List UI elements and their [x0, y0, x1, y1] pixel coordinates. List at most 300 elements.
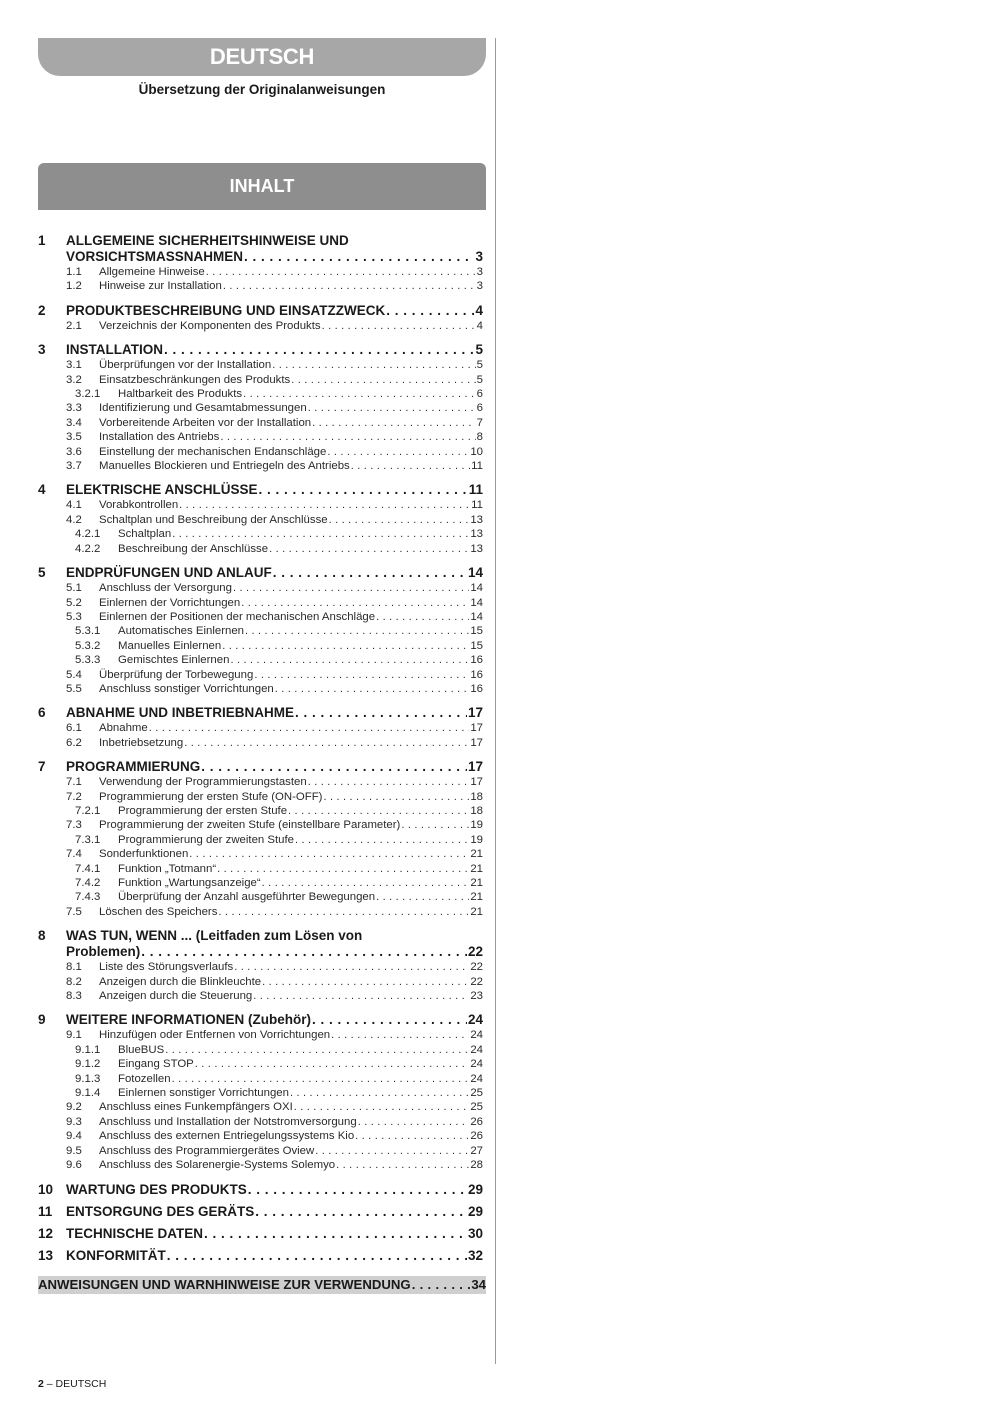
toc-subsection-number: 3.5 [66, 431, 82, 444]
toc-subsection[interactable] [38, 624, 483, 638]
toc-subsection-title: Installation des Antriebs [99, 431, 220, 444]
usage-instructions-title: ANWEISUNGEN UND WARNHINWEISE ZUR VERWENDUNG [38, 1276, 411, 1292]
toc-subsection-title: Eingang STOP [118, 1058, 194, 1071]
dot-leader [269, 542, 469, 556]
toc-subsection-page: 19 [470, 833, 483, 846]
dot-leader [291, 373, 475, 387]
toc-spacer [38, 750, 483, 759]
toc-subsection-page: 14 [470, 610, 483, 623]
toc-subsection-number: 9.1.1 [75, 1043, 101, 1056]
dot-leader [259, 482, 468, 498]
dot-leader [218, 905, 469, 919]
toc-section-line [66, 1204, 483, 1220]
toc-subsection-number: 7.3 [66, 819, 82, 832]
toc-spacer [38, 473, 483, 482]
toc-section-page: 17 [467, 759, 483, 775]
toc-subsection[interactable] [38, 1043, 483, 1057]
toc-subsection-title: Abnahme [99, 722, 148, 735]
dot-leader [327, 445, 469, 459]
toc-subsection-page: 26 [470, 1115, 483, 1128]
toc-section-title: WARTUNG DES PRODUKTS [66, 1181, 247, 1197]
toc-spacer [38, 556, 483, 565]
toc-subsection[interactable] [38, 876, 483, 890]
toc-section-number: 8 [38, 928, 46, 944]
toc-subsection-number: 3.2.1 [75, 388, 101, 401]
toc-subsection-title: Anschluss des Programmiergerätes Oview [99, 1144, 315, 1157]
toc-subsection[interactable] [38, 682, 483, 696]
toc-subsection-title: Verzeichnis der Komponenten des Produkts [99, 319, 321, 332]
toc-subsection-number: 6.2 [66, 736, 82, 749]
dot-leader [329, 513, 470, 527]
toc-subsection-page: 8 [476, 431, 483, 444]
toc-subsection-number: 9.4 [66, 1130, 82, 1143]
dot-leader [295, 833, 469, 847]
toc-section[interactable] [38, 928, 483, 960]
dot-leader [245, 624, 469, 638]
toc-subsection-number: 9.5 [66, 1144, 82, 1157]
toc-section[interactable] [38, 1012, 483, 1028]
dot-leader [233, 581, 469, 595]
toc-subsection-title: Anschluss eines Funkempfängers OXI [99, 1101, 293, 1114]
toc-subsection-page: 14 [470, 582, 483, 595]
toc-subsection-page: 17 [470, 722, 483, 735]
toc-subsection-number: 8.3 [66, 990, 82, 1003]
dot-leader [308, 775, 470, 789]
toc-subsection-number: 9.6 [66, 1159, 82, 1172]
toc-subsection-title: Vorbereitende Arbeiten vor der Installation [99, 416, 312, 429]
toc-subsection-number: 4.2 [66, 513, 82, 526]
toc-subsection[interactable] [38, 639, 483, 653]
toc-section-number: 11 [38, 1203, 53, 1219]
toc-section[interactable] [38, 1182, 483, 1198]
toc-subsection-page: 26 [470, 1130, 483, 1143]
toc-subsection-page: 22 [470, 961, 483, 974]
toc-subsection[interactable] [38, 542, 483, 556]
toc-section-number: 13 [38, 1247, 54, 1263]
toc-subsection-number: 5.3.2 [75, 639, 101, 652]
toc-subsection-number: 4.2.2 [75, 542, 101, 555]
toc-subsection-number: 5.5 [66, 682, 82, 695]
toc-subsection-title: Einlernen der Vorrichtungen [99, 596, 241, 609]
toc-section[interactable] [38, 342, 483, 358]
toc-subsection[interactable] [38, 721, 483, 735]
toc-section-line [66, 759, 483, 775]
toc-subsection-number: 9.1.3 [75, 1072, 101, 1085]
toc-subsection-number: 1.1 [66, 266, 82, 278]
toc-subsection-page: 23 [470, 990, 483, 1003]
toc-subsection-page: 21 [470, 891, 483, 904]
toc-subsection-title: Verwendung der Programmierungstasten [99, 776, 307, 789]
toc-subsection-title: Löschen des Speichers [99, 905, 218, 918]
toc-subsection[interactable] [38, 498, 483, 512]
toc-subsection[interactable] [38, 319, 483, 333]
toc-subsection-title: Funktion „Wartungsanzeige“ [118, 877, 261, 889]
toc-subsection[interactable] [38, 373, 483, 387]
toc-subsection-page: 24 [470, 1072, 483, 1085]
toc-section-page: 22 [467, 944, 483, 960]
dot-leader [273, 565, 467, 581]
toc-subsection-number: 3.4 [66, 416, 82, 429]
toc-subsection-page: 7 [476, 416, 483, 429]
toc-subsection[interactable] [38, 790, 483, 804]
toc-section-title: WEITERE INFORMATIONEN (Zubehör) [66, 1012, 311, 1028]
toc-subsection-title: Allgemeine Hinweise [99, 266, 205, 278]
toc-section-number: 1 [38, 233, 46, 248]
toc-subsection-number: 7.4.1 [75, 862, 101, 875]
toc-section-number: 2 [38, 302, 46, 318]
toc-subsection-title: Manuelles Einlernen [118, 639, 222, 652]
toc-subsection-number: 8.2 [66, 975, 82, 988]
toc-subsection[interactable] [38, 775, 483, 789]
toc-subsection-title: Einstellung der mechanischen Endanschläge [99, 445, 327, 458]
toc-subsection-page: 17 [470, 736, 483, 749]
toc-subsection[interactable] [38, 818, 483, 832]
dot-leader [262, 876, 470, 890]
toc-subsection-page: 5 [476, 359, 483, 372]
toc-section-page: 5 [475, 342, 483, 358]
toc-subsection-title: Einlernen sonstiger Vorrichtungen [118, 1087, 289, 1100]
toc-section-title: INSTALLATION [66, 342, 163, 358]
toc-subsection[interactable] [38, 905, 483, 919]
toc-subsection-title: Haltbarkeit des Produkts [118, 388, 243, 401]
dot-leader [358, 1115, 470, 1129]
toc-subsection[interactable] [38, 1144, 483, 1158]
dot-leader [312, 416, 476, 430]
usage-instructions-page: 34 [471, 1276, 486, 1292]
toc-section-line [66, 565, 483, 581]
toc-subsection-title: Automatisches Einlernen [118, 625, 244, 638]
toc-section-title: ABNAHME UND INBETRIEBNAHME [66, 705, 294, 721]
toc-section-line [66, 342, 483, 358]
dot-leader [164, 342, 474, 358]
dot-leader [217, 862, 469, 876]
toc-subsection[interactable] [38, 1072, 483, 1086]
toc-section-title: Problemen) [66, 944, 141, 960]
toc-subsection-title: Anschluss des externen Entriegelungssystems Kio [99, 1130, 355, 1143]
dot-leader [141, 944, 467, 960]
toc-subsection[interactable] [38, 736, 483, 750]
toc-subsection-page: 6 [476, 388, 483, 401]
toc-subsection-page: 28 [470, 1159, 483, 1172]
toc-subsection[interactable] [38, 1129, 483, 1143]
toc-subsection-number: 2.1 [66, 319, 82, 332]
toc-section-number: 9 [38, 1012, 46, 1028]
toc-section-title: KONFORMITÄT [66, 1247, 166, 1263]
toc-subsection[interactable] [38, 430, 483, 444]
toc-section-title: ENTSORGUNG DES GERÄTS [66, 1203, 255, 1219]
toc-subsection[interactable] [38, 653, 483, 667]
toc-subsection-title: Inbetriebsetzung [99, 736, 184, 749]
toc-section-line [66, 482, 483, 498]
toc-spacer [38, 1173, 483, 1182]
toc-subsection-number: 5.3 [66, 610, 82, 623]
toc-subsection[interactable] [38, 459, 483, 473]
toc-subsection-page: 13 [470, 542, 483, 555]
toc-subsection[interactable] [38, 1057, 483, 1071]
toc-subsection[interactable] [38, 862, 483, 876]
toc-subsection-title: Fotozellen [118, 1072, 171, 1085]
toc-subsection-number: 5.1 [66, 582, 82, 595]
page-footer [38, 1378, 106, 1390]
toc-subsection-page: 25 [470, 1087, 483, 1100]
toc-subsection-page: 21 [470, 905, 483, 918]
toc-subsection-number: 5.3.1 [75, 625, 101, 638]
dot-leader [223, 279, 476, 293]
dot-leader [288, 804, 469, 818]
toc-section-line [66, 1012, 483, 1028]
toc-section-number: 10 [38, 1181, 54, 1197]
toc-subsection-number: 3.1 [66, 359, 82, 372]
dot-leader [201, 759, 467, 775]
dot-leader [355, 1129, 469, 1143]
toc-subsection-number: 7.1 [66, 776, 82, 789]
toc-subsection[interactable] [38, 989, 483, 1003]
toc-section-page: 29 [467, 1203, 483, 1219]
dot-leader [189, 847, 469, 861]
toc-subsection-number: 8.1 [66, 961, 82, 974]
dot-leader [295, 705, 467, 721]
toc-subsection-title: Anschluss sonstiger Vorrichtungen [99, 682, 274, 695]
toc-subsection-title: Programmierung der zweiten Stufe (einstellbare Parameter) [99, 819, 401, 832]
dot-leader [244, 249, 474, 265]
toc-section-page: 24 [467, 1012, 483, 1028]
toc-section-title: VORSICHTSMASSNAHMEN [66, 249, 244, 264]
dot-leader [275, 682, 470, 696]
dot-leader [336, 1158, 469, 1172]
dot-leader [254, 668, 469, 682]
footer-separator: – [43, 1378, 56, 1390]
toc-section-title: PRODUKTBESCHREIBUNG UND EINSATZZWECK [66, 302, 386, 318]
dot-leader [184, 736, 469, 750]
toc-subsection-page: 24 [470, 1043, 483, 1056]
toc-subsection-number: 9.2 [66, 1101, 82, 1114]
toc-subsection-page: 13 [470, 513, 483, 526]
dot-leader [234, 960, 469, 974]
toc-subsection-page: 13 [470, 528, 483, 541]
toc-section-page: 4 [475, 302, 483, 318]
dot-leader [179, 498, 470, 512]
toc-section-number: 7 [38, 759, 46, 775]
toc-section-title-line: ALLGEMEINE SICHERHEITSHINWEISE UND [66, 233, 349, 248]
toc-subsection[interactable] [38, 610, 483, 624]
toc-subsection-number: 7.4.3 [75, 891, 101, 904]
dot-leader [206, 265, 476, 279]
toc-subsection-title: Einsatzbeschränkungen des Produkts [99, 373, 291, 386]
toc-subsection-page: 18 [470, 790, 483, 803]
toc-subsection-number: 9.1.2 [75, 1058, 101, 1071]
usage-instructions-entry[interactable] [38, 1276, 486, 1294]
toc-subsection-number: 6.1 [66, 722, 82, 735]
toc-section[interactable] [38, 303, 483, 319]
toc-subsection-title: Anschluss und Installation der Notstromversorgung [99, 1115, 357, 1128]
toc-section-page: 14 [467, 565, 483, 581]
toc-section-line [66, 249, 483, 265]
toc-subsection-page: 16 [470, 682, 483, 695]
toc-subsection[interactable] [38, 527, 483, 541]
toc-section-page: 17 [467, 705, 483, 721]
toc-subsection-title: Liste des Störungsverlaufs [99, 961, 234, 974]
dot-leader [172, 527, 469, 541]
usage-instructions-line [38, 1276, 486, 1294]
dot-leader [204, 1226, 467, 1242]
dot-leader [243, 387, 476, 401]
toc-section[interactable] [38, 1204, 483, 1220]
toc-subsection-number: 7.2 [66, 790, 82, 803]
toc-spacer [38, 294, 483, 303]
toc-section-line [66, 944, 483, 960]
toc-subsection-title: Manuelles Blockieren und Entriegeln des Antriebs [99, 460, 350, 473]
toc-subsection[interactable] [38, 401, 483, 415]
toc-subsection-number: 7.5 [66, 905, 82, 918]
toc-subsection-page: 22 [470, 975, 483, 988]
toc-subsection-title: Programmierung der ersten Stufe [118, 804, 288, 817]
toc-subsection-title: Identifizierung und Gesamtabmessungen [99, 402, 307, 415]
dot-leader [253, 989, 469, 1003]
toc-subsection[interactable] [38, 668, 483, 682]
dot-leader [312, 1012, 467, 1028]
toc-subsection-page: 18 [470, 804, 483, 817]
toc-subsection-title: Hinweise zur Installation [99, 280, 222, 293]
toc-subsection[interactable] [38, 975, 483, 989]
toc-section-line [66, 1248, 483, 1264]
toc-subsection-number: 5.2 [66, 596, 82, 609]
toc-subsection-number: 5.4 [66, 668, 82, 681]
dot-leader [172, 1072, 470, 1086]
toc-subsection-number: 3.3 [66, 402, 82, 415]
toc-spacer [38, 696, 483, 705]
toc-subsection[interactable] [38, 279, 483, 293]
dot-leader [412, 1276, 471, 1294]
dot-leader [222, 639, 469, 653]
toc-section-line [66, 303, 483, 319]
toc-subsection-page: 16 [470, 668, 483, 681]
dot-leader [323, 790, 469, 804]
toc-subsection-title: Anzeigen durch die Steuerung [99, 990, 253, 1003]
toc-subsection[interactable] [38, 1028, 483, 1042]
toc-spacer [38, 1003, 483, 1012]
toc-section-number: 6 [38, 705, 46, 721]
toc-subsection[interactable] [38, 581, 483, 595]
toc-subsection-page: 24 [470, 1058, 483, 1071]
toc-subsection-title: Hinzufügen oder Entfernen von Vorrichtungen [99, 1029, 331, 1042]
table-of-contents [38, 233, 486, 1294]
toc-subsection-title: BlueBUS [118, 1043, 165, 1056]
dot-leader [149, 721, 470, 735]
toc-subsection-page: 10 [470, 445, 483, 458]
toc-subsection-title: Einlernen der Positionen der mechanischen Anschläge [99, 610, 376, 623]
toc-section-line [66, 1226, 483, 1242]
dot-leader [220, 430, 475, 444]
dot-leader [241, 596, 469, 610]
toc-subsection[interactable] [38, 265, 483, 279]
toc-section-title: ENDPRÜFUNGEN UND ANLAUF [66, 565, 272, 581]
language-banner: DEUTSCH [38, 38, 486, 76]
toc-subsection-page: 5 [476, 373, 483, 386]
toc-subsection[interactable] [38, 1100, 483, 1114]
toc-subsection[interactable] [38, 596, 483, 610]
toc-spacer [38, 333, 483, 342]
toc-section-number: 5 [38, 565, 46, 581]
toc-subsection[interactable] [38, 960, 483, 974]
contents-heading: INHALT [38, 163, 486, 210]
toc-section-page: 32 [467, 1247, 483, 1263]
toc-subsection-page: 15 [470, 639, 483, 652]
toc-section[interactable] [38, 759, 483, 775]
toc-section[interactable] [38, 482, 483, 498]
toc-subsection-page: 15 [470, 625, 483, 638]
toc-subsection[interactable] [38, 833, 483, 847]
toc-subsection[interactable] [38, 513, 483, 527]
toc-subsection-number: 4.1 [66, 499, 82, 512]
toc-subsection-number: 3.6 [66, 445, 82, 458]
toc-section-line [66, 1182, 483, 1198]
toc-section-page: 11 [468, 482, 483, 498]
toc-subsection-page: 3 [476, 280, 483, 293]
toc-subsection-page: 21 [470, 848, 483, 861]
toc-section[interactable] [38, 705, 483, 721]
dot-leader [262, 975, 469, 989]
toc-subsection-number: 4.2.1 [75, 528, 101, 541]
toc-subsection-title: Überprüfung der Torbewegung [99, 668, 254, 681]
toc-subsection-title: Programmierung der zweiten Stufe [118, 833, 295, 846]
toc-subsection-page: 21 [470, 862, 483, 875]
dot-leader [230, 653, 469, 667]
toc-subsection[interactable] [38, 445, 483, 459]
toc-subsection-page: 19 [470, 819, 483, 832]
toc-subsection[interactable] [38, 387, 483, 401]
toc-subsection-page: 25 [470, 1101, 483, 1114]
toc-subsection[interactable] [38, 416, 483, 430]
footer-language: DEUTSCH [55, 1378, 107, 1390]
toc-subsection-number: 9.3 [66, 1115, 82, 1128]
toc-section-page: 30 [467, 1225, 483, 1241]
toc-section[interactable] [38, 1226, 483, 1242]
toc-section-number: 12 [38, 1225, 54, 1241]
toc-subsection-page: 3 [476, 266, 483, 278]
dot-leader [290, 1086, 469, 1100]
toc-subsection[interactable] [38, 1086, 483, 1100]
toc-subsection-page: 16 [470, 654, 483, 667]
toc-section[interactable] [38, 1248, 483, 1264]
dot-leader [167, 1248, 467, 1264]
toc-subsection[interactable] [38, 1158, 483, 1172]
toc-subsection[interactable] [38, 358, 483, 372]
toc-subsection-title: Anzeigen durch die Blinkleuchte [99, 975, 262, 988]
dot-leader [165, 1043, 469, 1057]
dot-leader [351, 459, 470, 473]
toc-subsection-title: Funktion „Totmann“ [118, 862, 217, 875]
toc-subsection[interactable] [38, 1115, 483, 1129]
page-number: 2 [38, 1378, 44, 1390]
toc-subsection-title: Beschreibung der Anschlüsse [118, 542, 269, 555]
toc-subsection[interactable] [38, 847, 483, 861]
toc-section-line [66, 705, 483, 721]
toc-section[interactable] [38, 565, 483, 581]
toc-subsection-title: Gemischtes Einlernen [118, 654, 230, 667]
dot-leader [255, 1204, 467, 1220]
toc-subsection-number: 3.2 [66, 373, 82, 386]
dot-leader [376, 610, 469, 624]
toc-subsection-page: 11 [471, 499, 483, 512]
dot-leader [294, 1100, 470, 1114]
toc-section-title: ELEKTRISCHE ANSCHLÜSSE [66, 482, 258, 498]
toc-section-page: 29 [467, 1181, 483, 1197]
toc-subsection[interactable] [38, 804, 483, 818]
toc-section[interactable] [38, 233, 483, 265]
toc-subsection[interactable] [38, 890, 483, 904]
toc-subsection-number: 7.4.2 [75, 877, 101, 889]
dot-leader [322, 319, 476, 333]
